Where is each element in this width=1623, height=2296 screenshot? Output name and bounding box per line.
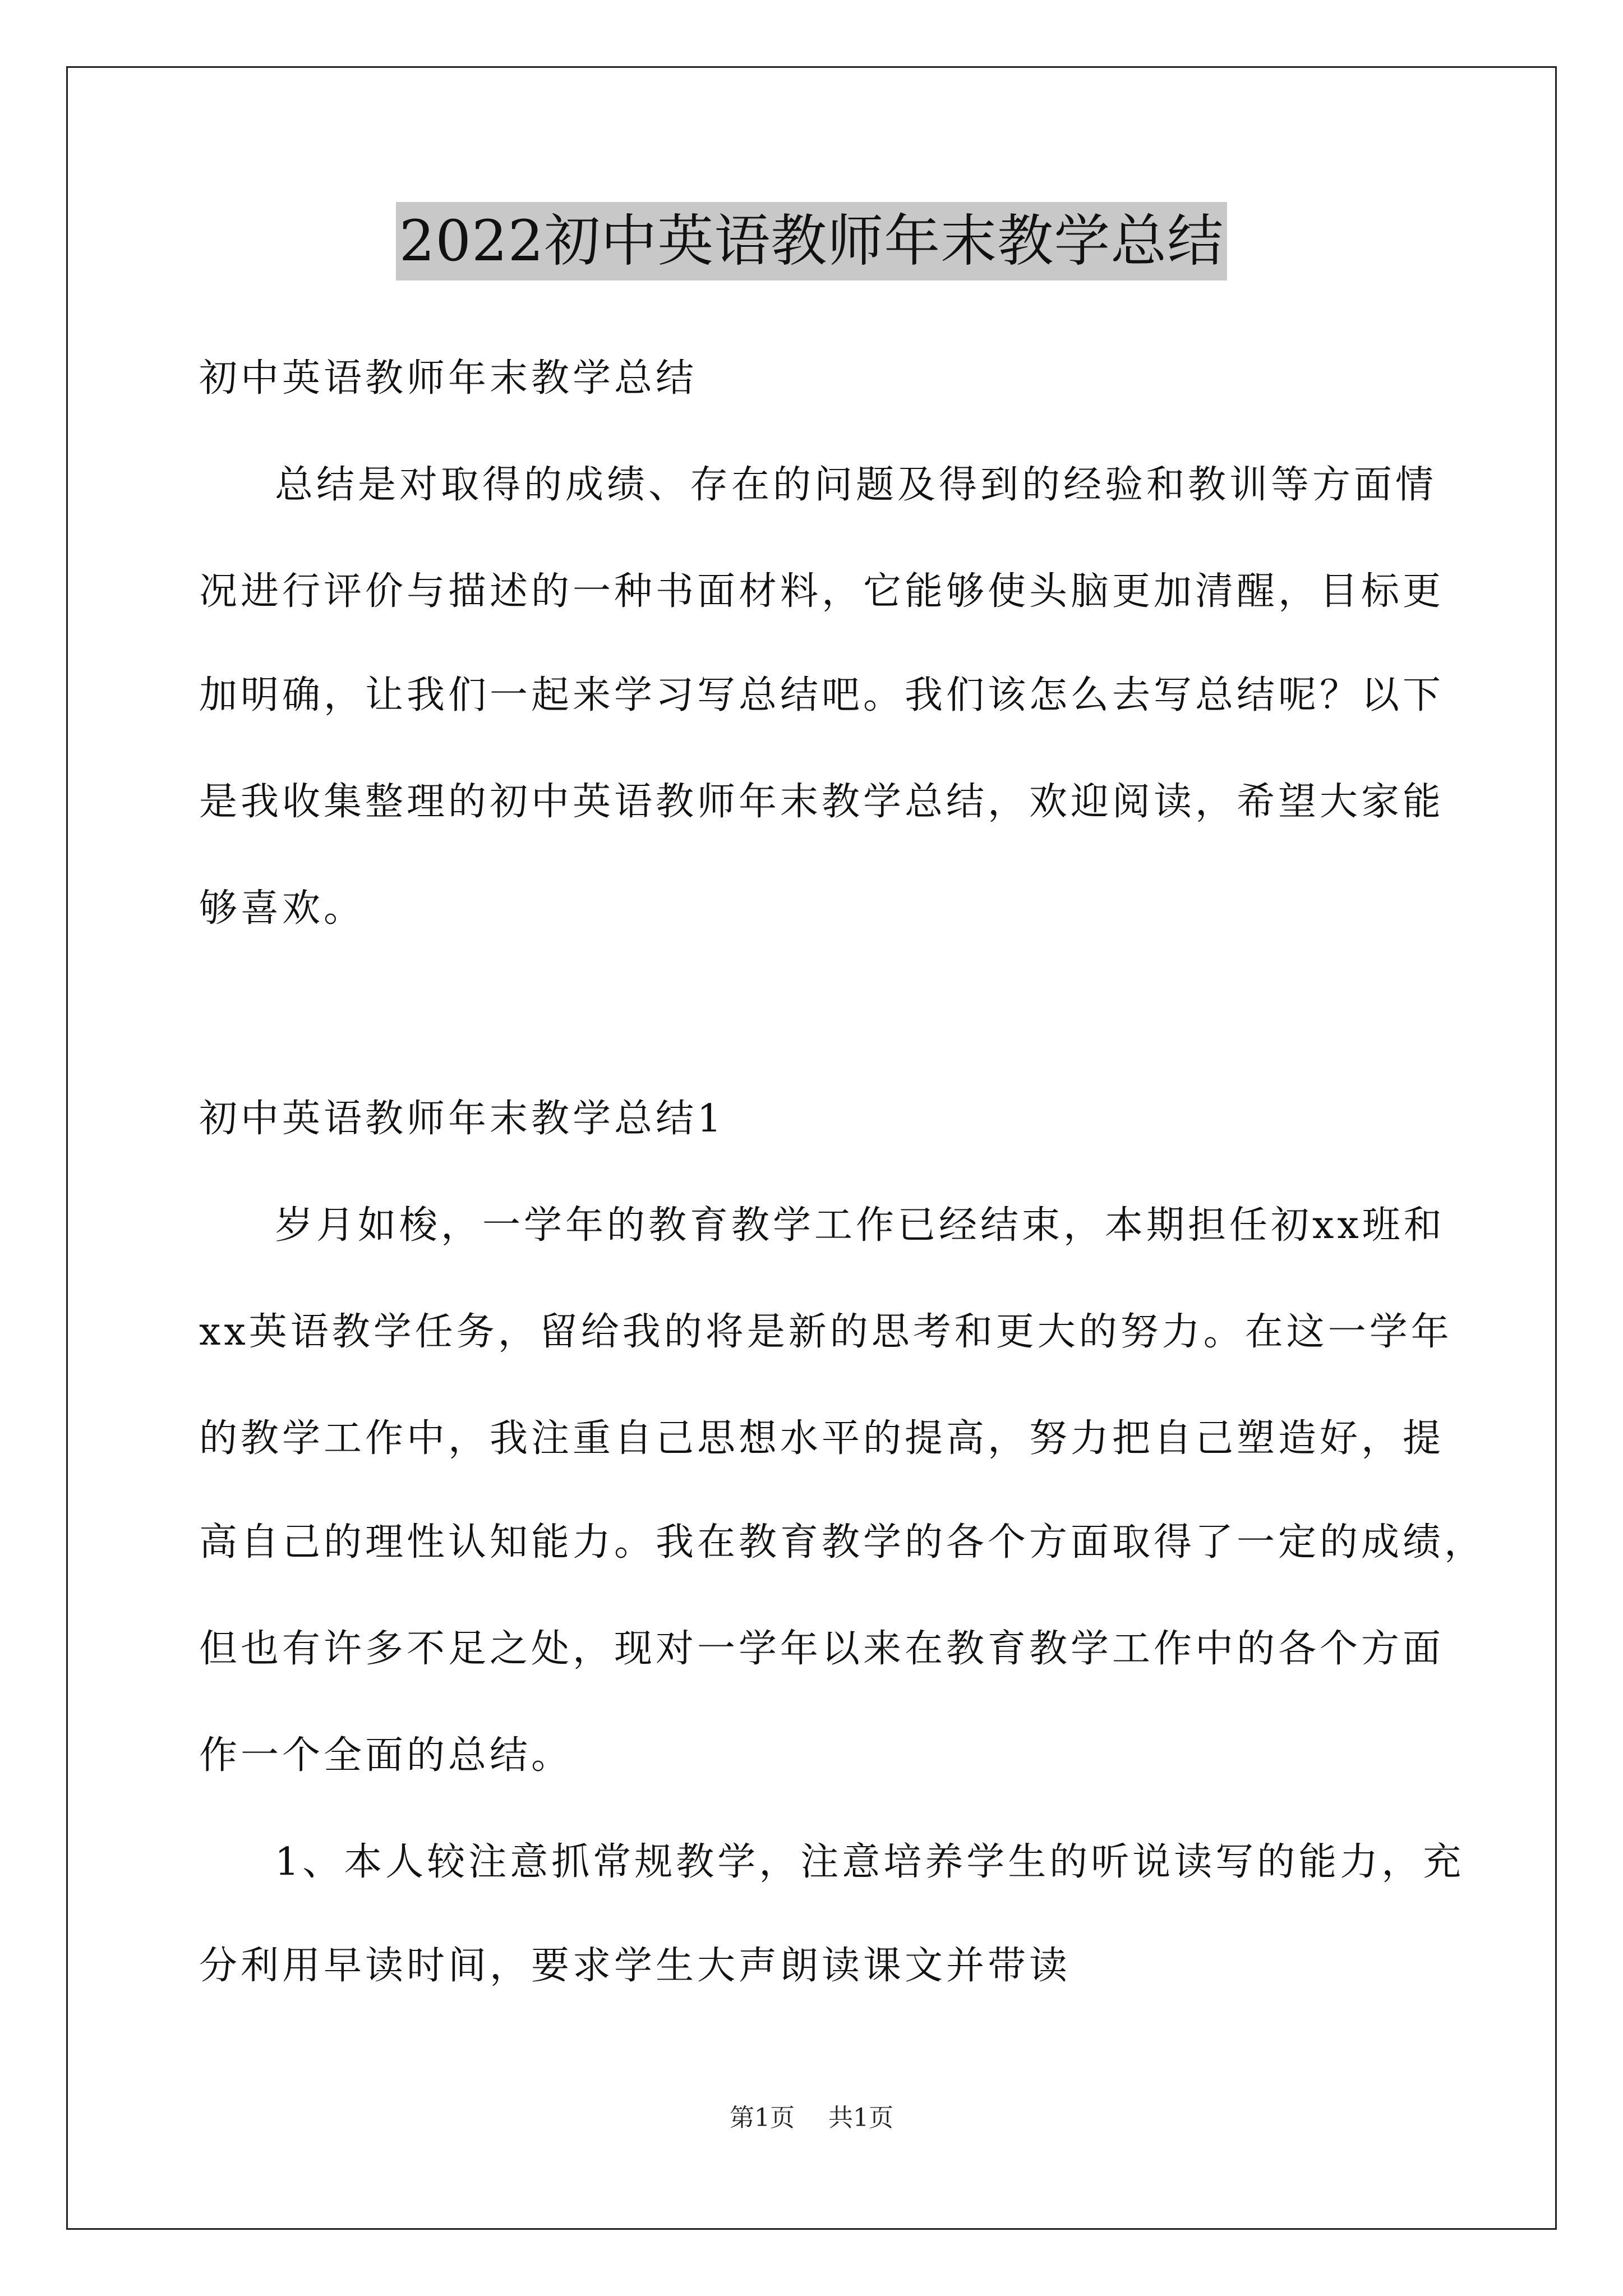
page-number: 第1页 bbox=[730, 2104, 795, 2132]
paragraph-line: 但也有许多不足之处，现对一学年以来在教育教学工作中的各个方面 bbox=[199, 1627, 1445, 1671]
document-title: 2022初中英语教师年末教学总结 bbox=[396, 202, 1228, 280]
paragraph-line: 1、本人较注意抓常规教学，注意培养学生的听说读写的能力，充 bbox=[275, 1840, 1465, 1884]
section-heading: 初中英语教师年末教学总结1 bbox=[199, 1097, 725, 1141]
paragraph-line: 高自己的理性认知能力。我在教育教学的各个方面取得了一定的成绩， bbox=[199, 1520, 1486, 1565]
paragraph-line: 分利用早读时间，要求学生大声朗读课文并带读 bbox=[199, 1944, 1071, 1988]
paragraph-line: 加明确，让我们一起来学习写总结吧。我们该怎么去写总结呢？以下 bbox=[199, 673, 1445, 717]
page-footer bbox=[0, 2101, 1623, 2135]
paragraph-line: 况进行评价与描述的一种书面材料，它能够使头脑更加清醒，目标更 bbox=[199, 569, 1445, 614]
subtitle-line: 初中英语教师年末教学总结 bbox=[199, 356, 698, 401]
paragraph-line: 的教学工作中，我注重自己思想水平的提高，努力把自己塑造好，提 bbox=[199, 1416, 1445, 1461]
paragraph-line: 够喜欢。 bbox=[199, 886, 366, 931]
title-container bbox=[0, 202, 1623, 280]
paragraph-line: 总结是对取得的成绩、存在的问题及得到的经验和教训等方面情 bbox=[275, 463, 1437, 507]
paragraph-line: xx英语教学任务，留给我的将是新的思考和更大的努力。在这一学年 bbox=[199, 1310, 1453, 1354]
page-total: 共1页 bbox=[828, 2104, 893, 2132]
paragraph-line: 是我收集整理的初中英语教师年末教学总结，欢迎阅读，希望大家能 bbox=[199, 780, 1445, 824]
paragraph-line: 岁月如梭，一学年的教育教学工作已经结束，本期担任初xx班和 bbox=[275, 1203, 1445, 1248]
paragraph-line: 作一个全面的总结。 bbox=[199, 1733, 573, 1778]
